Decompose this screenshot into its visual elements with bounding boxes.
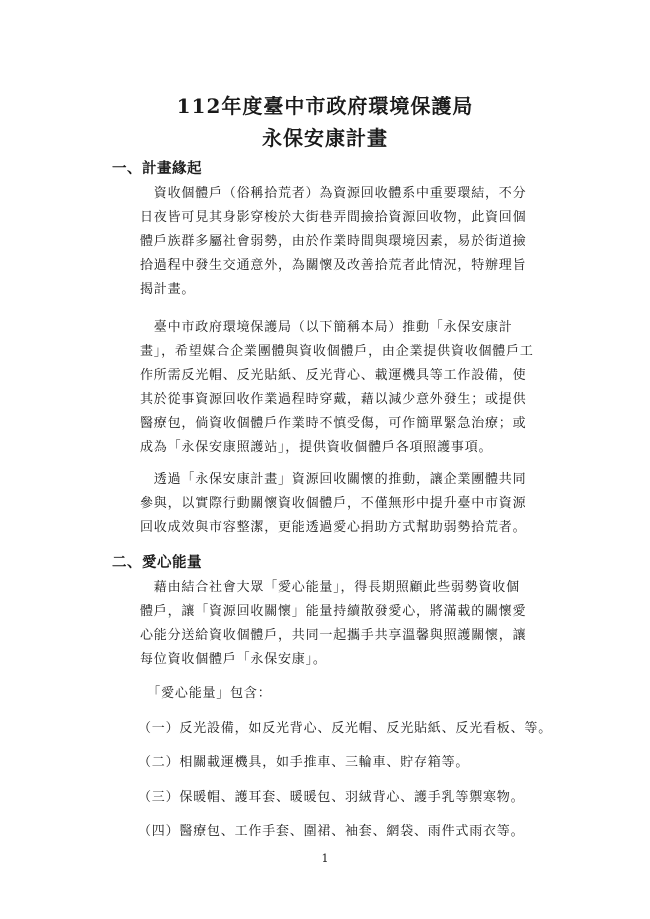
page-number: 1 [321, 852, 329, 865]
paragraph [140, 316, 560, 460]
list-item: （二）相關載運機具，如手推車、三輪車、貯存箱等。 [138, 755, 470, 770]
paragraph-line: 成為「永保安康照護站」，提供資收個體戶各項照護事項。 [140, 440, 493, 455]
paragraph-line: 作所需反光帽、反光貼紙、反光背心、載運機具等工作設備，使 [140, 368, 527, 383]
list-item: （一）反光設備，如反光背心、反光帽、反光貼紙、反光看板、等。 [138, 721, 553, 736]
section-heading-love-energy: 二、愛心能量 [112, 554, 202, 571]
paragraph-line: 醫療包，倘資收個體戶作業時不慎受傷，可作簡單緊急治療；或 [140, 416, 527, 431]
section-heading-origin: 一、計畫緣起 [112, 160, 202, 177]
paragraph-line: 資收個體戶（俗稱拾荒者）為資源回收體系中重要環結，不分 [140, 186, 527, 201]
paragraph-line: 參與，以實際行動關懷資收個體戶，不僅無形中提升臺中市資源 [140, 496, 527, 511]
paragraph-line: 體戶，讓「資源回收關懷」能量持續散發愛心，將滿載的關懷愛 [140, 604, 527, 619]
paragraph-line: 藉由結合社會大眾「愛心能量」，得長期照顧此些弱勢資收個 [140, 580, 520, 595]
paragraph-line: 拾過程中發生交通意外，為關懷及改善拾荒者此情況，特辦理旨 [140, 258, 527, 273]
paragraph [140, 576, 560, 672]
paragraph-line: 回收成效與市容整潔，更能透過愛心捐助方式幫助弱勢拾荒者。 [140, 520, 527, 535]
paragraph-line: 日夜皆可見其身影穿梭於大街巷弄間撿拾資源回收物，此資回個 [140, 210, 527, 225]
list-item: （四）醫療包、工作手套、圍裙、袖套、網袋、雨件式雨衣等。 [138, 824, 525, 839]
paragraph-line: 揭計畫。 [140, 282, 196, 297]
list-item: （三）保暖帽、護耳套、暖暖包、羽絨背心、護手乳等禦寒物。 [138, 790, 525, 805]
paragraph [140, 182, 560, 302]
paragraph-line: 臺中市政府環境保護局（以下簡稱本局）推動「永保安康計 [140, 320, 513, 335]
paragraph [140, 468, 560, 540]
paragraph-line: 「愛心能量」包含： [140, 686, 272, 701]
document-title: 112年度臺中市政府環境保護局 [176, 94, 474, 118]
paragraph [140, 682, 560, 706]
paragraph-line: 心能分送給資收個體戶，共同一起攜手共享溫馨與照護關懷，讓 [140, 628, 527, 643]
paragraph-line: 畫」，希望媒合企業團體與資收個體戶，由企業提供資收個體戶工 [140, 344, 534, 359]
paragraph-line: 其於從事資源回收作業過程時穿戴，藉以減少意外發生；或提供 [140, 392, 527, 407]
paragraph-line: 每位資收個體戶「永保安康」。 [140, 652, 327, 667]
paragraph-line: 體戶族群多屬社會弱勢，由於作業時間與環境因素，易於街道撿 [140, 234, 527, 249]
paragraph-line: 透過「永保安康計畫」資源回收關懷的推動，讓企業團體共同 [140, 472, 527, 487]
document-subtitle: 永保安康計畫 [262, 126, 388, 150]
